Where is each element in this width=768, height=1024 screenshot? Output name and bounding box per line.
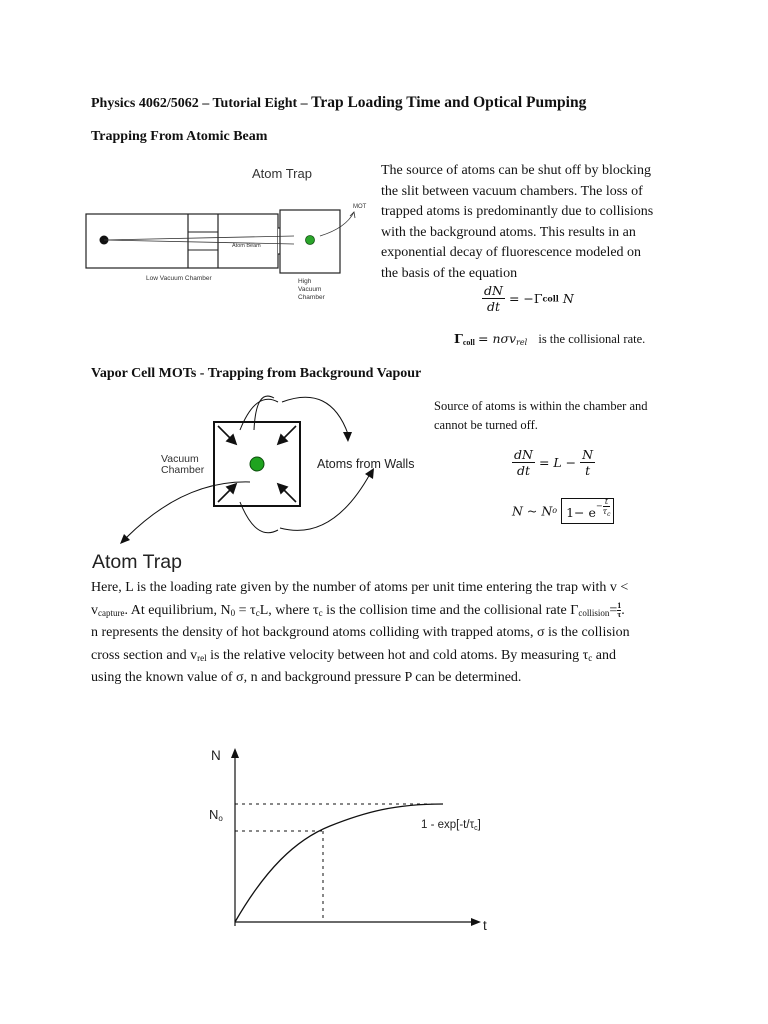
eq2-lhs: N ~ N xyxy=(512,503,553,519)
chamber-label-2: Chamber xyxy=(161,464,205,476)
vapor-description xyxy=(434,397,734,434)
rate-text: is the collisional rate. xyxy=(538,332,646,346)
rate-lhs-sub: coll xyxy=(462,338,475,347)
eq1-numerator: dN xyxy=(514,447,533,462)
beam-line-upper xyxy=(104,236,294,240)
eq1-frac-denominator: t xyxy=(580,462,595,478)
diagram-title-atom-trap: Atom Trap xyxy=(252,166,312,181)
p2-g: . xyxy=(621,602,625,618)
paragraph-line-1: Here, L is the loading rate given by the number of atoms per unit time entering the trap with v < xyxy=(91,580,629,595)
paragraph-line-5: using the known value of σ, n and background pressure P can be determined. xyxy=(91,670,522,685)
p2-a: v xyxy=(91,602,98,618)
arrow-heads xyxy=(120,432,374,544)
section-heading-beam: Trapping From Atomic Beam xyxy=(91,129,268,144)
p4-b: is the relative velocity between hot and cold atoms. By measuring τ xyxy=(206,647,589,663)
beam-description xyxy=(381,161,711,285)
eq-rhs-end: N xyxy=(562,291,574,306)
p4-sub2: c xyxy=(588,652,593,663)
paragraph-line-4 xyxy=(91,645,691,668)
eq-rhs: = −Γ xyxy=(508,291,543,306)
p2-f: = xyxy=(609,602,618,618)
p2-sub4: c xyxy=(318,607,323,618)
beam-line-lower xyxy=(104,240,294,244)
p4-c: and xyxy=(592,647,616,663)
beam-text-line: trapped atoms is predominantly due to collisions xyxy=(381,204,654,220)
atom-trap-label: Atom Trap xyxy=(92,551,182,573)
eq2-exp-denominator: τ xyxy=(602,507,608,516)
rate-rhs: = nσv xyxy=(478,331,517,346)
vapor-text-line: cannot be turned off. xyxy=(434,417,538,432)
x-axis-arrow xyxy=(471,918,481,926)
beam-text-line: exponential decay of fluorescence modeled on xyxy=(381,245,642,261)
p2-c: = τ xyxy=(235,602,256,618)
curve-label: 1 - exp[-t/τc] xyxy=(421,819,481,832)
atoms-from-walls-label: Atoms from Walls xyxy=(317,457,415,471)
main-paragraph xyxy=(91,577,691,690)
p2-frac-numer: 1 xyxy=(617,600,622,610)
section-heading-vapor: Vapor Cell MOTs - Trapping from Background Vapour xyxy=(91,366,422,381)
x-axis-label: t xyxy=(483,918,487,933)
y-axis-label: N xyxy=(211,748,221,763)
y-axis-arrow xyxy=(231,748,239,758)
chamber-label-1: Vacuum xyxy=(161,453,199,465)
p2-b: . At equilibrium, N xyxy=(124,602,231,618)
trapped-atom-cloud xyxy=(250,457,264,471)
collision-rate-line xyxy=(454,331,645,347)
title-prefix: Physics 4062/5062 – Tutorial Eight – xyxy=(91,96,312,111)
rate-rhs-sub: rel xyxy=(516,338,528,347)
p2-sub5: collision xyxy=(578,607,610,618)
vapor-text-line: Source of atoms is within the chamber and xyxy=(434,399,648,413)
decay-equation xyxy=(482,283,574,314)
solution-equation xyxy=(512,498,614,524)
mot-label: MOT xyxy=(353,204,367,210)
high-chamber-label-2: Vacuum xyxy=(298,286,322,293)
paragraph-line-2 xyxy=(91,600,691,623)
eq-denominator: dt xyxy=(482,298,505,314)
p2-sub1: capture xyxy=(98,607,125,618)
p2-sub2: 0 xyxy=(230,607,236,618)
beam-text-line: the basis of the equation xyxy=(381,265,518,281)
low-chamber-label: Low Vacuum Chamber xyxy=(146,275,212,282)
p2-d: L, where τ xyxy=(259,602,319,618)
eq2-lhs-sub: o xyxy=(552,506,558,515)
vapor-cell-diagram xyxy=(84,390,429,576)
loading-curve xyxy=(235,804,443,922)
eq-rhs-sub: coll xyxy=(542,293,559,304)
low-vacuum-chamber xyxy=(86,214,278,268)
paragraph-line-3: n represents the density of hot background atoms colliding with trapped atoms, σ is the collision xyxy=(91,625,630,640)
rate-lhs: Γ xyxy=(454,331,463,346)
beam-text-line: with the background atoms. This results in an xyxy=(381,224,636,240)
p4-a: cross section and v xyxy=(91,647,198,663)
loading-equation xyxy=(512,447,595,478)
eq2-inner: 1− e xyxy=(566,505,596,520)
eq2-bracket xyxy=(561,498,614,524)
p4-sub: rel xyxy=(197,652,207,663)
title-main: Trap Loading Time and Optical Pumping xyxy=(311,94,587,111)
atom-beam-label: Atom Beam xyxy=(232,243,261,249)
eq2-exp-denominator-sub: c xyxy=(607,511,611,518)
eq1-frac-numerator: N xyxy=(582,447,594,462)
mot-atom-cloud xyxy=(306,236,315,245)
eq2-exponent: − $\frac{t}{\tau_c}$ xyxy=(595,497,611,518)
beam-text-line: the slit between vacuum chambers. The loss of xyxy=(381,183,643,199)
eq-numerator: dN xyxy=(484,283,503,298)
p2-frac-denom: τ xyxy=(617,609,622,619)
p2-sub3: c xyxy=(255,607,260,618)
eq1-rhs: = L − xyxy=(538,455,577,470)
high-chamber-label-3: Chamber xyxy=(298,294,325,301)
beam-text-line: The source of atoms can be shut off by blocking xyxy=(381,163,651,178)
level-label: No xyxy=(209,807,223,823)
atom-beam-diagram xyxy=(84,158,384,308)
eq1-denominator: dt xyxy=(512,462,535,478)
eq2-exp-numerator: t xyxy=(604,497,609,506)
loading-curve-graph xyxy=(195,740,515,940)
page-title xyxy=(91,94,586,112)
p2-e: is the collision time and the collisional rate Γ xyxy=(322,602,579,618)
high-chamber-label-1: High xyxy=(298,278,312,285)
